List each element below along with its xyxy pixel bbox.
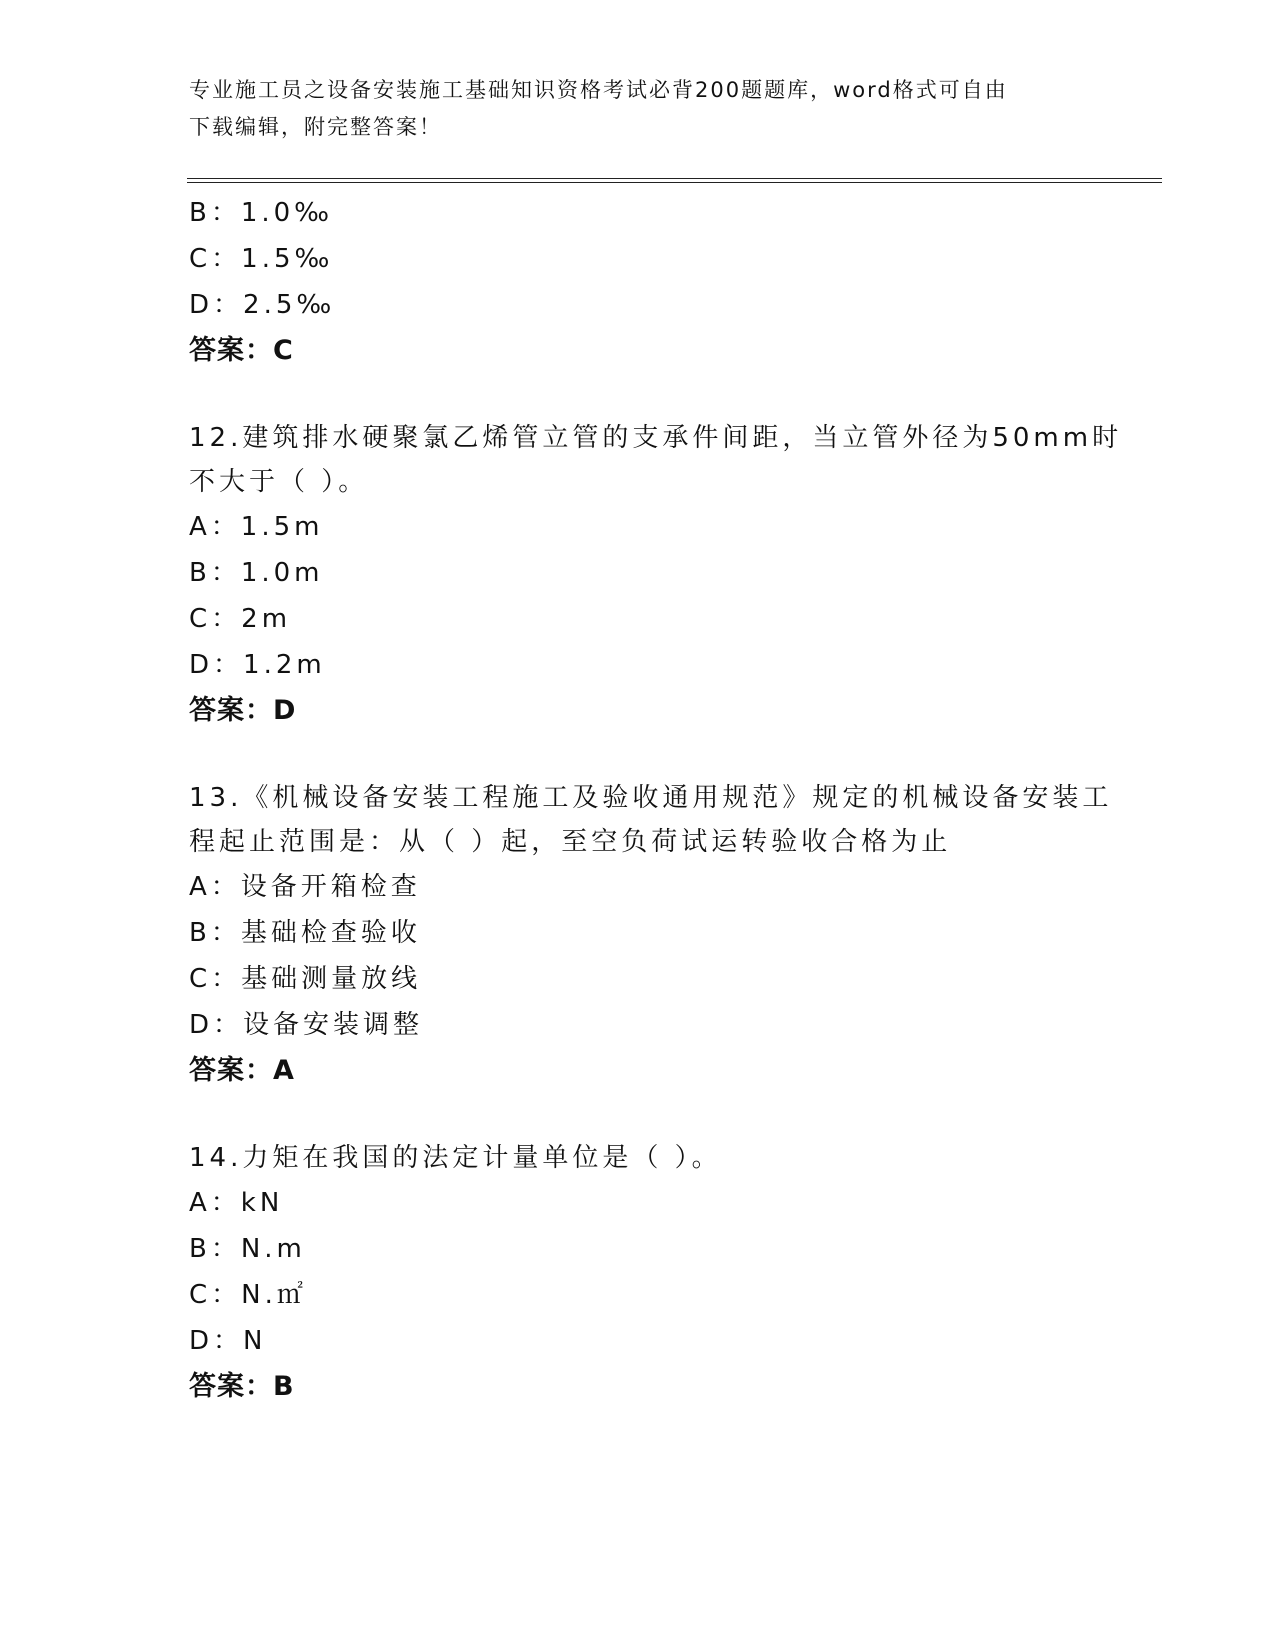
option-b: B：1.0m	[189, 558, 324, 588]
option-a: A：kN	[189, 1188, 284, 1218]
question-stem: 14.力矩在我国的法定计量单位是（ ）。	[189, 1143, 722, 1173]
header-line-1: 专业施工员之设备安装施工基础知识资格考试必背200题题库，word格式可自由	[189, 78, 1008, 102]
option-a: A：1.5m	[189, 512, 324, 542]
question-stem: 程起止范围是：从（ ）起，至空负荷试运转验收合格为止	[189, 827, 952, 857]
header-divider	[187, 178, 1162, 183]
answer: 答案：B	[189, 1371, 295, 1402]
question-stem: 13.《机械设备安装工程施工及验收通用规范》规定的机械设备安装工	[189, 783, 1113, 813]
answer: 答案：D	[189, 695, 297, 726]
option-d: D：1.2m	[189, 650, 326, 680]
option-c: C：1.5‰	[189, 244, 334, 274]
answer: 答案：A	[189, 1055, 295, 1086]
option-a: A：设备开箱检查	[189, 872, 421, 902]
option-d: D：设备安装调整	[189, 1010, 424, 1040]
header-line-2: 下载编辑，附完整答案！	[189, 115, 442, 139]
option-b: B：N.m	[189, 1234, 306, 1264]
option-d: D：N	[189, 1326, 267, 1356]
option-c: C：2m	[189, 604, 292, 634]
option-d: D：2.5‰	[189, 290, 336, 320]
answer: 答案：C	[189, 335, 294, 366]
document-header	[189, 72, 1089, 146]
question-11-partial	[189, 190, 1089, 374]
question-stem: 不大于（ ）。	[189, 467, 369, 497]
option-c: C：基础测量放线	[189, 964, 422, 994]
question-14	[189, 1136, 1089, 1410]
option-c: C：N.㎡	[189, 1280, 307, 1310]
question-list	[189, 190, 1123, 1410]
option-b: B：基础检查验收	[189, 918, 421, 948]
question-stem: 12.建筑排水硬聚氯乙烯管立管的支承件间距，当立管外径为50mm时	[189, 423, 1123, 453]
question-13	[189, 776, 1113, 1094]
option-b: B：1.0‰	[189, 198, 334, 228]
question-12	[189, 416, 1123, 734]
